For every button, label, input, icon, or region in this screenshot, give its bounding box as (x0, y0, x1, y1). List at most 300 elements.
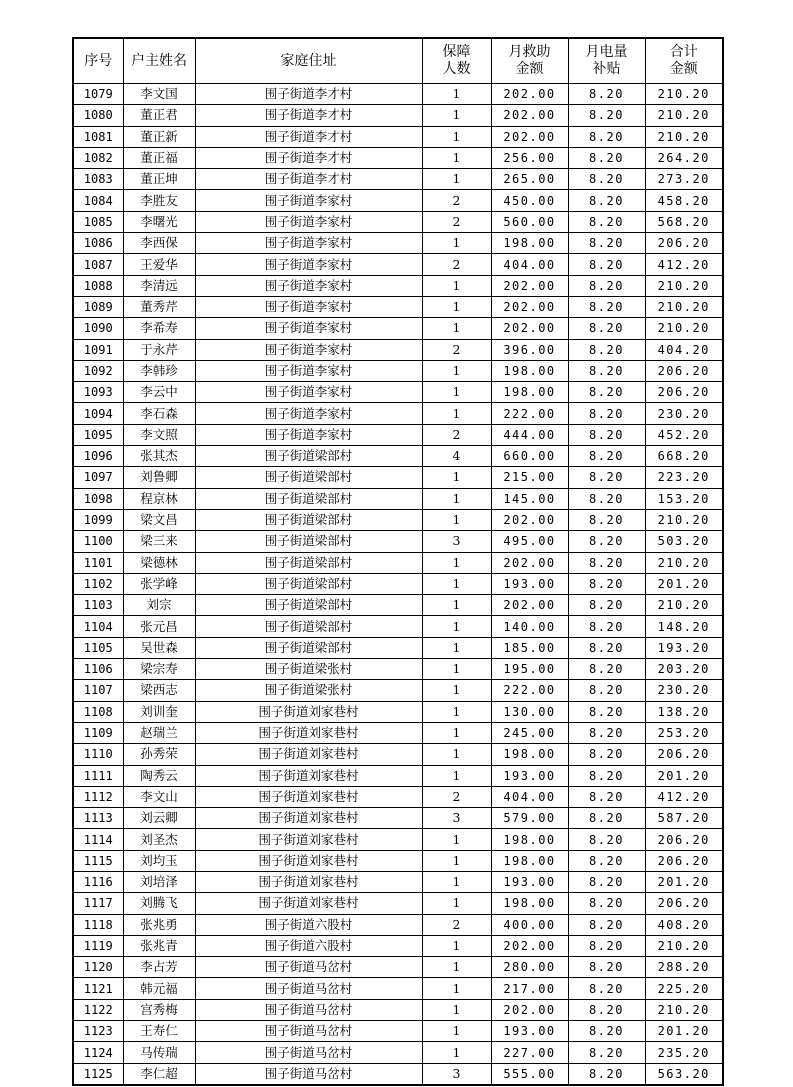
cell-count: 3 (422, 1063, 491, 1085)
cell-address: 围子街道马岔村 (195, 1063, 422, 1085)
cell-name: 梁文昌 (123, 509, 195, 530)
cell-subsidy: 8.20 (568, 957, 645, 978)
table-row (73, 850, 723, 871)
cell-count: 1 (422, 573, 491, 594)
table-row (73, 275, 723, 296)
cell-total: 206.20 (645, 744, 723, 765)
cell-total: 225.20 (645, 978, 723, 999)
cell-relief: 560.00 (491, 211, 568, 232)
cell-relief: 579.00 (491, 808, 568, 829)
cell-subsidy: 8.20 (568, 233, 645, 254)
table-row (73, 808, 723, 829)
cell-count: 1 (422, 935, 491, 956)
cell-total: 503.20 (645, 531, 723, 552)
table-row (73, 978, 723, 999)
table-row (73, 765, 723, 786)
cell-name: 吴世森 (123, 637, 195, 658)
table-row (73, 360, 723, 381)
cell-address: 围子街道马岔村 (195, 999, 422, 1020)
cell-name: 刘训奎 (123, 701, 195, 722)
cell-count: 3 (422, 531, 491, 552)
cell-name: 韩元福 (123, 978, 195, 999)
cell-serial: 1118 (73, 914, 123, 935)
cell-name: 张其杰 (123, 446, 195, 467)
cell-serial: 1088 (73, 275, 123, 296)
cell-total: 288.20 (645, 957, 723, 978)
cell-serial: 1114 (73, 829, 123, 850)
table-row (73, 744, 723, 765)
cell-serial: 1104 (73, 616, 123, 637)
cell-count: 1 (422, 275, 491, 296)
cell-address: 围子街道马岔村 (195, 1042, 422, 1063)
cell-total: 210.20 (645, 595, 723, 616)
cell-count: 1 (422, 893, 491, 914)
cell-serial: 1102 (73, 573, 123, 594)
cell-count: 1 (422, 978, 491, 999)
cell-relief: 222.00 (491, 680, 568, 701)
cell-serial: 1096 (73, 446, 123, 467)
relief-table (72, 37, 724, 1086)
cell-total: 193.20 (645, 637, 723, 658)
cell-relief: 193.00 (491, 573, 568, 594)
cell-address: 围子街道李才村 (195, 147, 422, 168)
cell-address: 围子街道刘家巷村 (195, 722, 422, 743)
cell-relief: 202.00 (491, 552, 568, 573)
cell-name: 刘云卿 (123, 808, 195, 829)
cell-relief: 256.00 (491, 147, 568, 168)
cell-name: 李云中 (123, 382, 195, 403)
cell-address: 围子街道梁部村 (195, 531, 422, 552)
cell-total: 223.20 (645, 467, 723, 488)
table-row (73, 701, 723, 722)
header-electricity-subsidy (568, 38, 645, 84)
cell-name: 李韩珍 (123, 360, 195, 381)
cell-relief: 660.00 (491, 446, 568, 467)
cell-serial: 1111 (73, 765, 123, 786)
cell-subsidy: 8.20 (568, 616, 645, 637)
table-row (73, 573, 723, 594)
table-row (73, 126, 723, 147)
cell-total: 206.20 (645, 893, 723, 914)
cell-relief: 202.00 (491, 595, 568, 616)
header-insured-count-line2: 人数 (442, 61, 471, 77)
cell-total: 253.20 (645, 722, 723, 743)
cell-address: 围子街道李才村 (195, 126, 422, 147)
cell-count: 1 (422, 595, 491, 616)
table-row (73, 509, 723, 530)
table-row (73, 637, 723, 658)
table-body (73, 84, 723, 1085)
cell-relief: 198.00 (491, 233, 568, 254)
cell-count: 2 (422, 786, 491, 807)
header-home-address: 家庭住址 (195, 38, 422, 84)
cell-subsidy: 8.20 (568, 765, 645, 786)
table-row (73, 1021, 723, 1042)
cell-relief: 404.00 (491, 786, 568, 807)
cell-relief: 215.00 (491, 467, 568, 488)
cell-name: 陶秀云 (123, 765, 195, 786)
cell-serial: 1097 (73, 467, 123, 488)
cell-name: 张学峰 (123, 573, 195, 594)
cell-subsidy: 8.20 (568, 680, 645, 701)
table-row (73, 403, 723, 424)
cell-subsidy: 8.20 (568, 808, 645, 829)
table-row (73, 84, 723, 105)
cell-total: 201.20 (645, 871, 723, 892)
cell-serial: 1113 (73, 808, 123, 829)
cell-subsidy: 8.20 (568, 318, 645, 339)
cell-relief: 198.00 (491, 893, 568, 914)
cell-count: 1 (422, 318, 491, 339)
cell-address: 围子街道李才村 (195, 105, 422, 126)
table-row (73, 595, 723, 616)
cell-name: 刘均玉 (123, 850, 195, 871)
cell-total: 210.20 (645, 126, 723, 147)
cell-total: 210.20 (645, 84, 723, 105)
cell-address: 围子街道六股村 (195, 935, 422, 956)
cell-subsidy: 8.20 (568, 935, 645, 956)
cell-relief: 193.00 (491, 871, 568, 892)
cell-address: 围子街道李家村 (195, 296, 422, 317)
cell-address: 围子街道李家村 (195, 339, 422, 360)
header-monthly-relief-line1: 月救助 (508, 44, 551, 60)
cell-count: 1 (422, 105, 491, 126)
cell-count: 1 (422, 871, 491, 892)
cell-address: 围子街道李才村 (195, 84, 422, 105)
cell-subsidy: 8.20 (568, 1021, 645, 1042)
cell-subsidy: 8.20 (568, 424, 645, 445)
cell-name: 梁西志 (123, 680, 195, 701)
cell-address: 围子街道梁部村 (195, 637, 422, 658)
cell-total: 668.20 (645, 446, 723, 467)
cell-relief: 185.00 (491, 637, 568, 658)
cell-subsidy: 8.20 (568, 339, 645, 360)
cell-serial: 1085 (73, 211, 123, 232)
cell-total: 412.20 (645, 786, 723, 807)
header-householder-name: 户主姓名 (123, 38, 195, 84)
cell-serial: 1121 (73, 978, 123, 999)
cell-count: 1 (422, 467, 491, 488)
cell-relief: 193.00 (491, 765, 568, 786)
cell-name: 张兆勇 (123, 914, 195, 935)
header-total-amount-line2: 金额 (669, 61, 698, 77)
cell-total: 201.20 (645, 765, 723, 786)
cell-relief: 202.00 (491, 84, 568, 105)
cell-name: 刘宗 (123, 595, 195, 616)
cell-serial: 1110 (73, 744, 123, 765)
table-row (73, 467, 723, 488)
cell-relief: 495.00 (491, 531, 568, 552)
table-row (73, 105, 723, 126)
cell-address: 围子街道李家村 (195, 275, 422, 296)
header-total-amount (645, 38, 723, 84)
table-row (73, 957, 723, 978)
table-row (73, 1063, 723, 1085)
cell-serial: 1087 (73, 254, 123, 275)
cell-subsidy: 8.20 (568, 531, 645, 552)
cell-total: 203.20 (645, 659, 723, 680)
cell-subsidy: 8.20 (568, 552, 645, 573)
cell-total: 201.20 (645, 573, 723, 594)
cell-name: 王寿仁 (123, 1021, 195, 1042)
table-row (73, 786, 723, 807)
cell-subsidy: 8.20 (568, 871, 645, 892)
cell-name: 梁宗寿 (123, 659, 195, 680)
cell-relief: 202.00 (491, 999, 568, 1020)
cell-relief: 202.00 (491, 935, 568, 956)
cell-address: 围子街道梁部村 (195, 488, 422, 509)
cell-total: 404.20 (645, 339, 723, 360)
cell-address: 围子街道刘家巷村 (195, 808, 422, 829)
table-header (73, 38, 723, 84)
cell-subsidy: 8.20 (568, 914, 645, 935)
cell-name: 梁三来 (123, 531, 195, 552)
cell-subsidy: 8.20 (568, 126, 645, 147)
cell-serial: 1091 (73, 339, 123, 360)
cell-relief: 555.00 (491, 1063, 568, 1085)
cell-subsidy: 8.20 (568, 573, 645, 594)
cell-address: 围子街道梁张村 (195, 680, 422, 701)
cell-address: 围子街道李家村 (195, 190, 422, 211)
cell-subsidy: 8.20 (568, 786, 645, 807)
cell-relief: 404.00 (491, 254, 568, 275)
cell-total: 563.20 (645, 1063, 723, 1085)
cell-address: 围子街道刘家巷村 (195, 765, 422, 786)
cell-subsidy: 8.20 (568, 659, 645, 680)
cell-subsidy: 8.20 (568, 509, 645, 530)
cell-subsidy: 8.20 (568, 190, 645, 211)
cell-relief: 396.00 (491, 339, 568, 360)
cell-count: 1 (422, 957, 491, 978)
cell-serial: 1089 (73, 296, 123, 317)
cell-total: 206.20 (645, 382, 723, 403)
cell-total: 452.20 (645, 424, 723, 445)
cell-serial: 1122 (73, 999, 123, 1020)
cell-serial: 1117 (73, 893, 123, 914)
cell-subsidy: 8.20 (568, 360, 645, 381)
header-monthly-relief (491, 38, 568, 84)
cell-name: 李文山 (123, 786, 195, 807)
cell-total: 210.20 (645, 935, 723, 956)
cell-count: 1 (422, 360, 491, 381)
cell-name: 马传瑞 (123, 1042, 195, 1063)
cell-relief: 198.00 (491, 360, 568, 381)
cell-count: 1 (422, 552, 491, 573)
cell-name: 董正新 (123, 126, 195, 147)
table-row (73, 211, 723, 232)
cell-count: 1 (422, 147, 491, 168)
table-row (73, 616, 723, 637)
cell-total: 408.20 (645, 914, 723, 935)
table-row (73, 1042, 723, 1063)
cell-count: 1 (422, 403, 491, 424)
table-row (73, 254, 723, 275)
cell-serial: 1084 (73, 190, 123, 211)
cell-count: 1 (422, 233, 491, 254)
table-row (73, 722, 723, 743)
cell-serial: 1100 (73, 531, 123, 552)
cell-subsidy: 8.20 (568, 169, 645, 190)
cell-address: 围子街道李家村 (195, 318, 422, 339)
cell-serial: 1119 (73, 935, 123, 956)
cell-address: 围子街道梁部村 (195, 509, 422, 530)
cell-subsidy: 8.20 (568, 446, 645, 467)
cell-count: 1 (422, 616, 491, 637)
cell-address: 围子街道刘家巷村 (195, 893, 422, 914)
cell-serial: 1115 (73, 850, 123, 871)
cell-serial: 1107 (73, 680, 123, 701)
cell-count: 1 (422, 744, 491, 765)
cell-count: 1 (422, 382, 491, 403)
cell-count: 1 (422, 84, 491, 105)
cell-serial: 1124 (73, 1042, 123, 1063)
cell-serial: 1095 (73, 424, 123, 445)
header-electricity-subsidy-line2: 补贴 (592, 61, 621, 77)
cell-address: 围子街道刘家巷村 (195, 871, 422, 892)
cell-address: 围子街道刘家巷村 (195, 786, 422, 807)
cell-name: 李曙光 (123, 211, 195, 232)
cell-total: 210.20 (645, 999, 723, 1020)
cell-count: 1 (422, 1021, 491, 1042)
table-row (73, 935, 723, 956)
header-insured-count (422, 38, 491, 84)
cell-relief: 198.00 (491, 850, 568, 871)
cell-count: 2 (422, 914, 491, 935)
cell-name: 董正福 (123, 147, 195, 168)
cell-name: 刘鲁卿 (123, 467, 195, 488)
cell-address: 围子街道李家村 (195, 403, 422, 424)
cell-name: 李胜友 (123, 190, 195, 211)
table-row (73, 318, 723, 339)
table-row (73, 999, 723, 1020)
cell-count: 1 (422, 829, 491, 850)
cell-count: 1 (422, 850, 491, 871)
table-row (73, 893, 723, 914)
cell-name: 于永芹 (123, 339, 195, 360)
table-row (73, 169, 723, 190)
cell-total: 458.20 (645, 190, 723, 211)
cell-serial: 1094 (73, 403, 123, 424)
cell-subsidy: 8.20 (568, 595, 645, 616)
cell-relief: 450.00 (491, 190, 568, 211)
cell-relief: 202.00 (491, 275, 568, 296)
cell-relief: 193.00 (491, 1021, 568, 1042)
table-row (73, 296, 723, 317)
cell-total: 206.20 (645, 233, 723, 254)
cell-address: 围子街道李家村 (195, 360, 422, 381)
header-total-amount-line1: 合计 (669, 44, 698, 60)
cell-address: 围子街道李家村 (195, 254, 422, 275)
table-row (73, 680, 723, 701)
cell-subsidy: 8.20 (568, 893, 645, 914)
cell-total: 210.20 (645, 552, 723, 573)
table-row (73, 424, 723, 445)
cell-total: 412.20 (645, 254, 723, 275)
cell-subsidy: 8.20 (568, 829, 645, 850)
cell-name: 宫秀梅 (123, 999, 195, 1020)
cell-relief: 202.00 (491, 126, 568, 147)
table-row (73, 552, 723, 573)
cell-relief: 198.00 (491, 382, 568, 403)
cell-name: 李占芳 (123, 957, 195, 978)
cell-relief: 202.00 (491, 296, 568, 317)
cell-serial: 1123 (73, 1021, 123, 1042)
cell-serial: 1083 (73, 169, 123, 190)
cell-address: 围子街道马岔村 (195, 957, 422, 978)
cell-subsidy: 8.20 (568, 254, 645, 275)
cell-serial: 1105 (73, 637, 123, 658)
cell-serial: 1098 (73, 488, 123, 509)
cell-relief: 140.00 (491, 616, 568, 637)
cell-address: 围子街道六股村 (195, 914, 422, 935)
cell-serial: 1125 (73, 1063, 123, 1085)
cell-name: 刘圣杰 (123, 829, 195, 850)
cell-count: 1 (422, 509, 491, 530)
cell-relief: 217.00 (491, 978, 568, 999)
cell-name: 张元昌 (123, 616, 195, 637)
cell-count: 2 (422, 190, 491, 211)
cell-name: 董正君 (123, 105, 195, 126)
table-row (73, 339, 723, 360)
cell-name: 刘腾飞 (123, 893, 195, 914)
cell-address: 围子街道刘家巷村 (195, 744, 422, 765)
cell-serial: 1099 (73, 509, 123, 530)
cell-address: 围子街道马岔村 (195, 1021, 422, 1042)
cell-total: 264.20 (645, 147, 723, 168)
cell-serial: 1101 (73, 552, 123, 573)
cell-subsidy: 8.20 (568, 382, 645, 403)
cell-serial: 1080 (73, 105, 123, 126)
cell-relief: 202.00 (491, 105, 568, 126)
cell-name: 王爱华 (123, 254, 195, 275)
cell-relief: 198.00 (491, 829, 568, 850)
cell-relief: 202.00 (491, 318, 568, 339)
cell-serial: 1112 (73, 786, 123, 807)
cell-count: 1 (422, 722, 491, 743)
cell-name: 李希寿 (123, 318, 195, 339)
cell-count: 1 (422, 765, 491, 786)
cell-total: 230.20 (645, 403, 723, 424)
cell-relief: 280.00 (491, 957, 568, 978)
cell-subsidy: 8.20 (568, 403, 645, 424)
cell-serial: 1116 (73, 871, 123, 892)
cell-count: 3 (422, 808, 491, 829)
cell-count: 2 (422, 424, 491, 445)
cell-name: 孙秀荣 (123, 744, 195, 765)
cell-name: 李文国 (123, 84, 195, 105)
cell-relief: 130.00 (491, 701, 568, 722)
cell-name: 李文照 (123, 424, 195, 445)
cell-relief: 265.00 (491, 169, 568, 190)
cell-address: 围子街道马岔村 (195, 978, 422, 999)
cell-serial: 1079 (73, 84, 123, 105)
cell-serial: 1086 (73, 233, 123, 254)
cell-subsidy: 8.20 (568, 84, 645, 105)
cell-total: 230.20 (645, 680, 723, 701)
cell-address: 围子街道刘家巷村 (195, 701, 422, 722)
cell-serial: 1120 (73, 957, 123, 978)
cell-serial: 1082 (73, 147, 123, 168)
table-row (73, 488, 723, 509)
cell-relief: 202.00 (491, 509, 568, 530)
table-row (73, 829, 723, 850)
header-electricity-subsidy-line1: 月电量 (585, 44, 628, 60)
table-row (73, 190, 723, 211)
table-row (73, 147, 723, 168)
cell-subsidy: 8.20 (568, 1063, 645, 1085)
cell-total: 210.20 (645, 296, 723, 317)
cell-count: 1 (422, 680, 491, 701)
